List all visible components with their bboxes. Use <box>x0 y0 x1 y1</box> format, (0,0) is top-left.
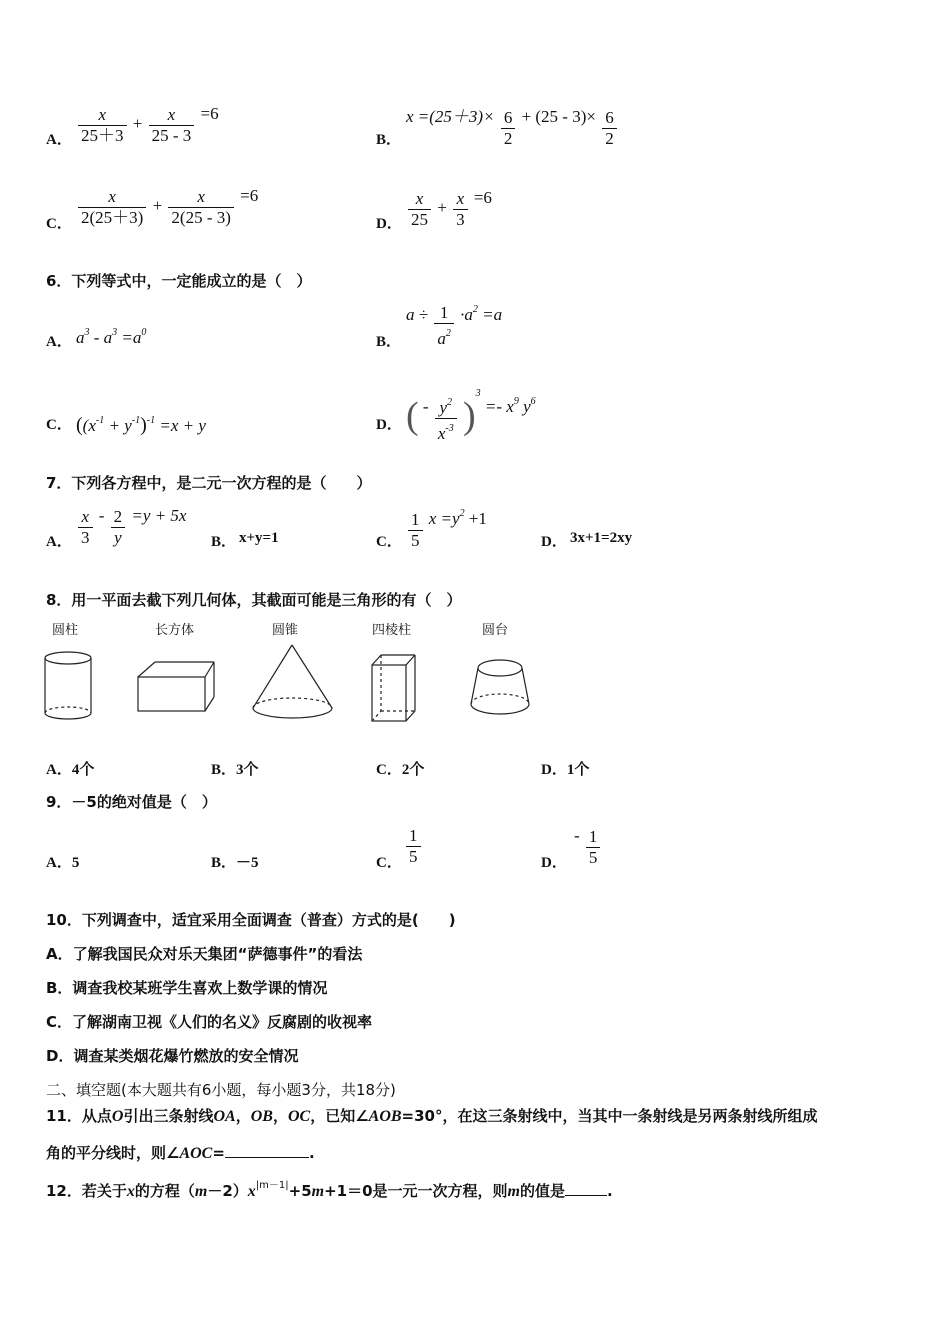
q5-a-formula <box>76 104 219 146</box>
q12-text-end: . <box>607 1182 613 1200</box>
q5-b-n1: 6 <box>501 108 516 129</box>
q8-shape-label-prism: 四棱柱 <box>372 623 412 638</box>
q6-a-e1: 3 <box>84 327 90 338</box>
q5-c-formula <box>76 186 258 228</box>
q5-b-d2: 2 <box>605 128 614 148</box>
q9-option-a: A．5 <box>46 855 80 871</box>
q7-d-text: 3x+1=2xy <box>570 530 633 546</box>
q6-a-e2: 3 <box>112 327 118 338</box>
q5-a-d1: 25＋3 <box>81 125 124 145</box>
q6-c-close: ) <box>140 414 147 436</box>
q11-comma-1: ， <box>235 1107 251 1125</box>
q6-a-op: - <box>89 328 104 347</box>
q5-a-label: A． <box>46 132 72 148</box>
q7-a-d1: 3 <box>81 527 90 547</box>
q7-a-op: - <box>98 506 109 525</box>
q7-a-label: A． <box>46 534 72 550</box>
q6-a-t1: a <box>76 328 85 347</box>
q5-b-d1: 2 <box>503 128 513 148</box>
q5-b-formula <box>406 102 619 149</box>
q5-c-rhs: =6 <box>240 186 259 205</box>
q12-text-6: 的值是 <box>520 1182 566 1200</box>
q12-text-2: 的方程（ <box>134 1182 195 1200</box>
q12-line <box>46 1176 613 1201</box>
q5-a-n2: x <box>149 105 195 126</box>
q11-ray-oa: OA <box>213 1108 236 1125</box>
q12-var-m: m <box>194 1183 208 1200</box>
q11-line-1 <box>46 1105 818 1126</box>
q10-option-c: C．了解湖南卫视《人们的名义》反腐剧的收视率 <box>46 1013 373 1031</box>
q5-d-plus: + <box>437 198 447 217</box>
q6-c-label: C． <box>46 417 72 433</box>
q6-d-num-e: 2 <box>447 396 453 408</box>
q6-b-num: 1 <box>434 303 454 324</box>
q6-c-e2: -1 <box>131 415 141 426</box>
q9-c-formula <box>404 826 423 867</box>
q7-c-tail: +1 <box>464 509 487 528</box>
q6-b-formula <box>406 303 502 349</box>
q6-c-formula: ($(x^{-1} + y^{-1})^{-1} =x + y$ <box>76 414 206 436</box>
q9-c-den: 5 <box>409 847 418 866</box>
q7-a-d2: y <box>114 527 122 547</box>
q5-c-label: C． <box>46 216 72 232</box>
q5-d-n1: x <box>408 189 431 210</box>
q9-stem: 9．－5的绝对值是（ ） <box>46 793 217 811</box>
q8-shape-label-frustum: 圆台 <box>482 623 509 638</box>
q6-a-eq: =a <box>117 328 142 347</box>
q6-d-y: y <box>523 397 531 416</box>
q10-option-d: D．调查某类烟花爆竹燃放的安全情况 <box>46 1047 299 1065</box>
q12-text-5: +1＝0是一元一次方程，则 <box>324 1182 508 1200</box>
q6-d-formula: ( - $\frac{y^2}{x^{-3}}$ )$^3 =- x^9$ $y^6$ <box>406 388 536 443</box>
q8-option-d: D．1个 <box>541 762 590 778</box>
q12-answer-blank[interactable] <box>565 1195 607 1196</box>
q9-d-sign: - <box>574 826 580 845</box>
q8-option-a: A．4个 <box>46 762 95 778</box>
q12-var-m2: m <box>311 1183 325 1200</box>
q7-c-rhs: x =y <box>428 509 460 528</box>
q6-a-e3: 0 <box>141 327 147 338</box>
q11-line-2 <box>46 1142 315 1163</box>
q8-option-c: C．2个 <box>376 762 425 778</box>
q9-d-label: D． <box>541 855 567 871</box>
q6-b-den: a <box>437 329 446 348</box>
q5-c-d1: 2(25＋3) <box>81 207 144 227</box>
q11-comma-2: ， <box>272 1107 288 1125</box>
q5-d-n2: x <box>453 189 468 210</box>
cone-figure <box>253 645 332 718</box>
q6-d-den: x <box>437 423 446 443</box>
q5-d-label: D． <box>376 216 402 232</box>
q7-c-formula <box>406 508 487 551</box>
q12-var-x2: x <box>247 1183 256 1200</box>
q6-b-e2: 2 <box>472 303 478 315</box>
q7-b-text: x+y=1 <box>239 530 279 546</box>
q11-text-5: 角的平分线时，则∠ <box>46 1144 180 1162</box>
cylinder-figure <box>45 652 91 719</box>
q8-shapes-figure <box>30 640 560 730</box>
q6-b-label: B． <box>376 334 402 350</box>
q5-a-n1: x <box>78 105 127 126</box>
q6-d-num: y <box>439 397 448 417</box>
q6-d-label: D． <box>376 417 402 433</box>
section-2-heading: 二、填空题(本大题共有6小题，每小题3分，共18分) <box>46 1081 396 1099</box>
q6-d-den-e: -3 <box>445 422 454 434</box>
q5-d-d2: 3 <box>456 209 465 229</box>
q9-c-label: C． <box>376 855 402 871</box>
cuboid-figure <box>138 662 214 711</box>
q6-b-t1: a ÷ <box>406 304 429 324</box>
q10-option-a: A．了解我国民众对乐天集团“萨德事件”的看法 <box>46 945 363 963</box>
q5-b-lhs: x =(25＋3)× <box>406 107 495 126</box>
q11-ray-oc: OC <box>287 1108 311 1125</box>
q11-point-o: O <box>111 1108 124 1125</box>
q6-b-den-e: 2 <box>445 328 451 339</box>
q6-stem: 6．下列等式中，一定能成立的是（ ） <box>46 272 312 290</box>
q5-c-n2: x <box>168 187 233 208</box>
q6-c-e3: -1 <box>146 415 156 426</box>
q7-a-formula <box>76 506 186 548</box>
q5-a-d2: 25 - 3 <box>151 125 192 145</box>
q7-d-label: D． <box>541 534 567 550</box>
q9-d-den: 5 <box>588 847 598 867</box>
q7-a-n1: x <box>78 507 93 528</box>
q6-c-mid: + y <box>104 416 132 435</box>
q5-d-rhs: =6 <box>473 188 492 207</box>
q5-b-label: B． <box>376 132 402 148</box>
q6-d-x-e: 9 <box>513 396 519 407</box>
q5-c-plus: + <box>152 196 163 215</box>
q5-c-n1: x <box>78 187 146 208</box>
q5-b-mid: + (25 - 3)× <box>521 107 596 126</box>
q11-angle-aob: AOB <box>368 1108 402 1125</box>
q8-option-b: B．3个 <box>211 762 259 778</box>
q7-c-e: 2 <box>459 508 465 519</box>
q11-ray-ob: OB <box>250 1108 273 1125</box>
q12-text-1: 12．若关于 <box>46 1182 127 1200</box>
q12-var-x: x <box>126 1183 135 1200</box>
q11-answer-blank[interactable] <box>225 1157 309 1158</box>
q6-c-open: (x <box>82 416 96 435</box>
q11-angle-aoc: AOC <box>179 1145 213 1162</box>
q6-a-label: A． <box>46 334 72 350</box>
q7-a-n2: 2 <box>111 507 126 528</box>
q11-text-end: . <box>308 1144 315 1162</box>
q11-text-2: 引出三条射线 <box>123 1107 214 1125</box>
q5-b-n2: 6 <box>602 108 617 129</box>
q8-stem: 8．用一平面去截下列几何体，其截面可能是三角形的有（ ） <box>46 591 462 609</box>
q5-a-plus: + <box>132 114 143 133</box>
q8-shape-label-cone: 圆锥 <box>272 623 299 638</box>
q6-b-t2: ·a <box>460 304 473 324</box>
q6-c-rhs: =x + y <box>155 416 206 435</box>
q5-d-formula <box>406 188 492 230</box>
q7-c-den: 5 <box>411 530 420 550</box>
prism-figure <box>372 655 415 721</box>
q7-c-num: 1 <box>408 510 423 531</box>
q9-c-num: 1 <box>406 826 421 847</box>
q7-stem: 7．下列各方程中，是二元一次方程的是（ ） <box>46 474 372 492</box>
q5-a-rhs: =6 <box>200 104 219 123</box>
q9-d-num: 1 <box>586 827 601 848</box>
q5-c-d2: 2(25 - 3) <box>171 207 231 227</box>
q11-text-4: =30°，在这三条射线中，当其中一条射线是另两条射线所组成 <box>401 1107 818 1125</box>
q8-shape-label-cuboid: 长方体 <box>155 623 195 638</box>
q6-c-e1: -1 <box>95 415 105 426</box>
q7-a-rhs: =y + 5x <box>131 506 187 525</box>
q12-text-3: －2） <box>207 1182 248 1200</box>
q7-b-label: B． <box>211 534 237 550</box>
q6-d-e3: 3 <box>475 388 481 399</box>
q10-option-b: B．调查我校某班学生喜欢上数学课的情况 <box>46 979 328 997</box>
q11-text-1: 11．从点 <box>46 1107 112 1125</box>
q6-d-y-e: 6 <box>530 396 536 407</box>
q12-text-4: +5 <box>288 1182 312 1200</box>
q11-text-6: = <box>212 1144 225 1162</box>
q5-d-d1: 25 <box>411 209 428 229</box>
q10-stem: 10．下列调查中，适宜采用全面调查（普查）方式的是( ) <box>46 911 456 929</box>
q6-a-formula <box>76 327 146 348</box>
q6-a-t2: a <box>103 328 113 347</box>
frustum-figure <box>471 660 529 714</box>
q12-var-m3: m <box>507 1183 520 1200</box>
q7-c-label: C． <box>376 534 402 550</box>
q6-d-rhs: =- x <box>484 397 514 416</box>
q11-text-3: ，已知∠ <box>310 1107 369 1125</box>
q8-shape-label-cylinder: 圆柱 <box>52 623 79 638</box>
q6-b-rhs: =a <box>477 304 503 324</box>
q9-d-formula <box>574 826 602 868</box>
q9-option-b: B．－5 <box>211 855 259 871</box>
q12-exponent: |m－1| <box>255 1180 289 1191</box>
